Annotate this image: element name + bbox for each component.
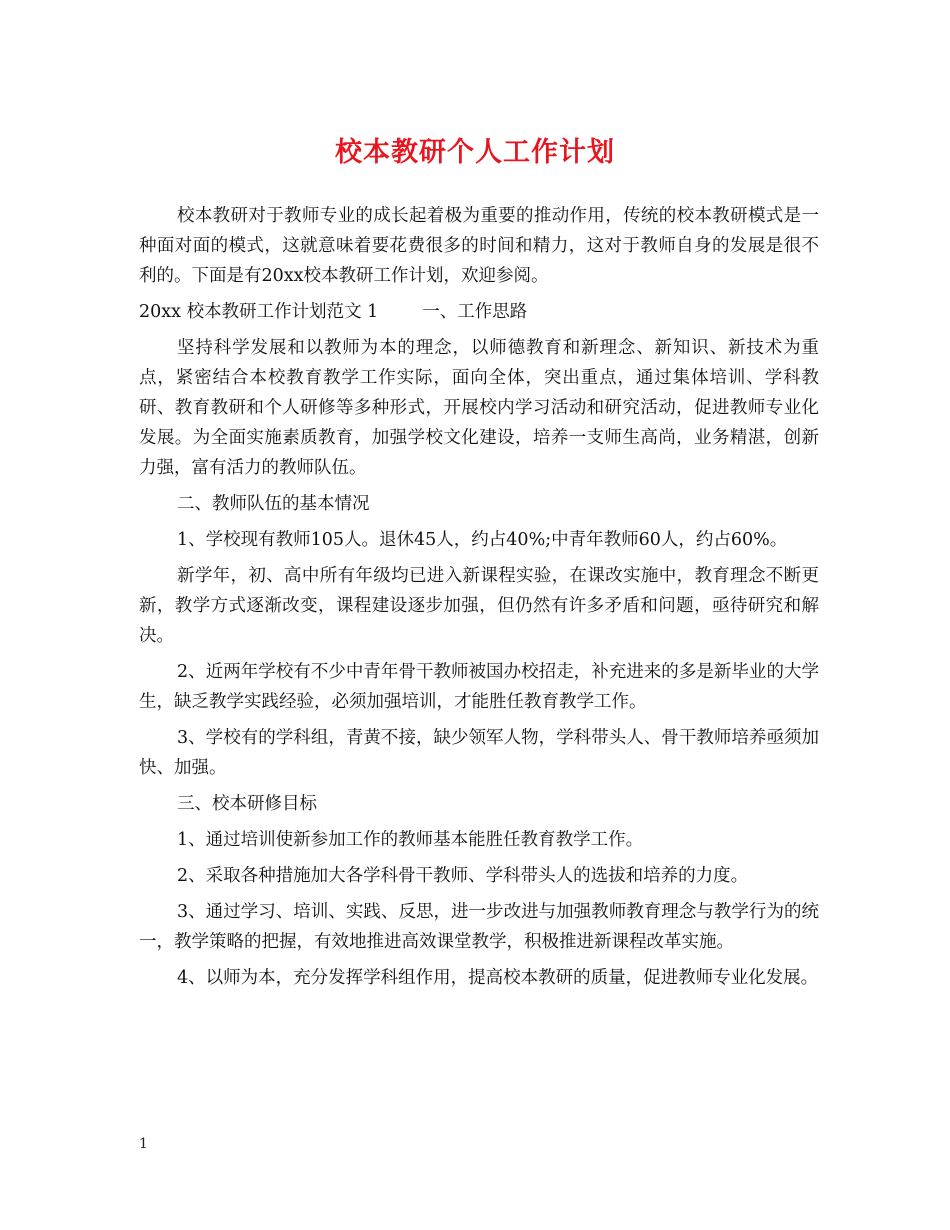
section3-item-3: 3、通过学习、培训、实践、反思，进一步改进与加强教师教育理念与教学行为的统一，教学策略的把握，有效地推进高效课堂教学，积极推进新课程改革实施。 bbox=[139, 902, 819, 952]
sample-heading-line bbox=[139, 297, 819, 327]
section3-heading: 三、校本研修目标 bbox=[177, 794, 317, 814]
section2-item-3: 3、学校有的学科组，青黄不接，缺少领军人物，学科带头人、骨干教师培养亟须加快、加强。 bbox=[139, 728, 819, 778]
document-body bbox=[139, 201, 819, 999]
section1-body: 坚持科学发展和以教师为本的理念，以师德教育和新理念、新知识、新技术为重点，紧密结合本校教育教学工作实际，面向全体，突出重点，通过集体培训、学科教研、教育教研和个人研修等多种形式，开展校内学习活动和研究活动，促进教师专业化发展。为全面实施素质教育，加强学校文化建设，培养一支师生高尚，业务精湛，创新力强，富有活力的教师队伍。 bbox=[139, 338, 819, 478]
page-number: 1 bbox=[139, 1136, 148, 1152]
intro-paragraph: 校本教研对于教师专业的成长起着极为重要的推动作用，传统的校本教研模式是一种面对面的模式，这就意味着要花费很多的时间和精力，这对于教师自身的发展是很不利的。下面是有20xx校本教研工作计划，欢迎参阅。 bbox=[139, 206, 819, 286]
section2-item-2: 2、近两年学校有不少中青年骨干教师被国办校招走，补充进来的多是新毕业的大学生，缺乏教学实践经验，必须加强培训，才能胜任教育教学工作。 bbox=[139, 662, 819, 712]
sample-heading: 20xx 校本教研工作计划范文 1 bbox=[139, 302, 379, 322]
section3-item-1: 1、通过培训使新参加工作的教师基本能胜任教育教学工作。 bbox=[177, 830, 644, 850]
document-title: 校本教研个人工作计划 bbox=[335, 137, 615, 168]
section3-item-4: 4、以师为本，充分发挥学科组作用，提高校本教研的质量，促进教师专业化发展。 bbox=[177, 968, 819, 988]
section3-item-2: 2、采取各种措施加大各学科骨干教师、学科带头人的选拔和培养的力度。 bbox=[177, 866, 749, 886]
section2-paragraph: 新学年，初、高中所有年级均已进入新课程实验，在课改实施中，教育理念不断更新，教学方式逐渐改变，课程建设逐步加强，但仍然有许多矛盾和问题，亟待研究和解决。 bbox=[139, 566, 819, 646]
section2-item-1: 1、学校现有教师105人。退休45人，约占40%;中青年教师60人，约占60%。 bbox=[177, 530, 788, 550]
section2-heading: 二、教师队伍的基本情况 bbox=[177, 494, 370, 514]
section1-heading: 一、工作思路 bbox=[422, 302, 528, 322]
